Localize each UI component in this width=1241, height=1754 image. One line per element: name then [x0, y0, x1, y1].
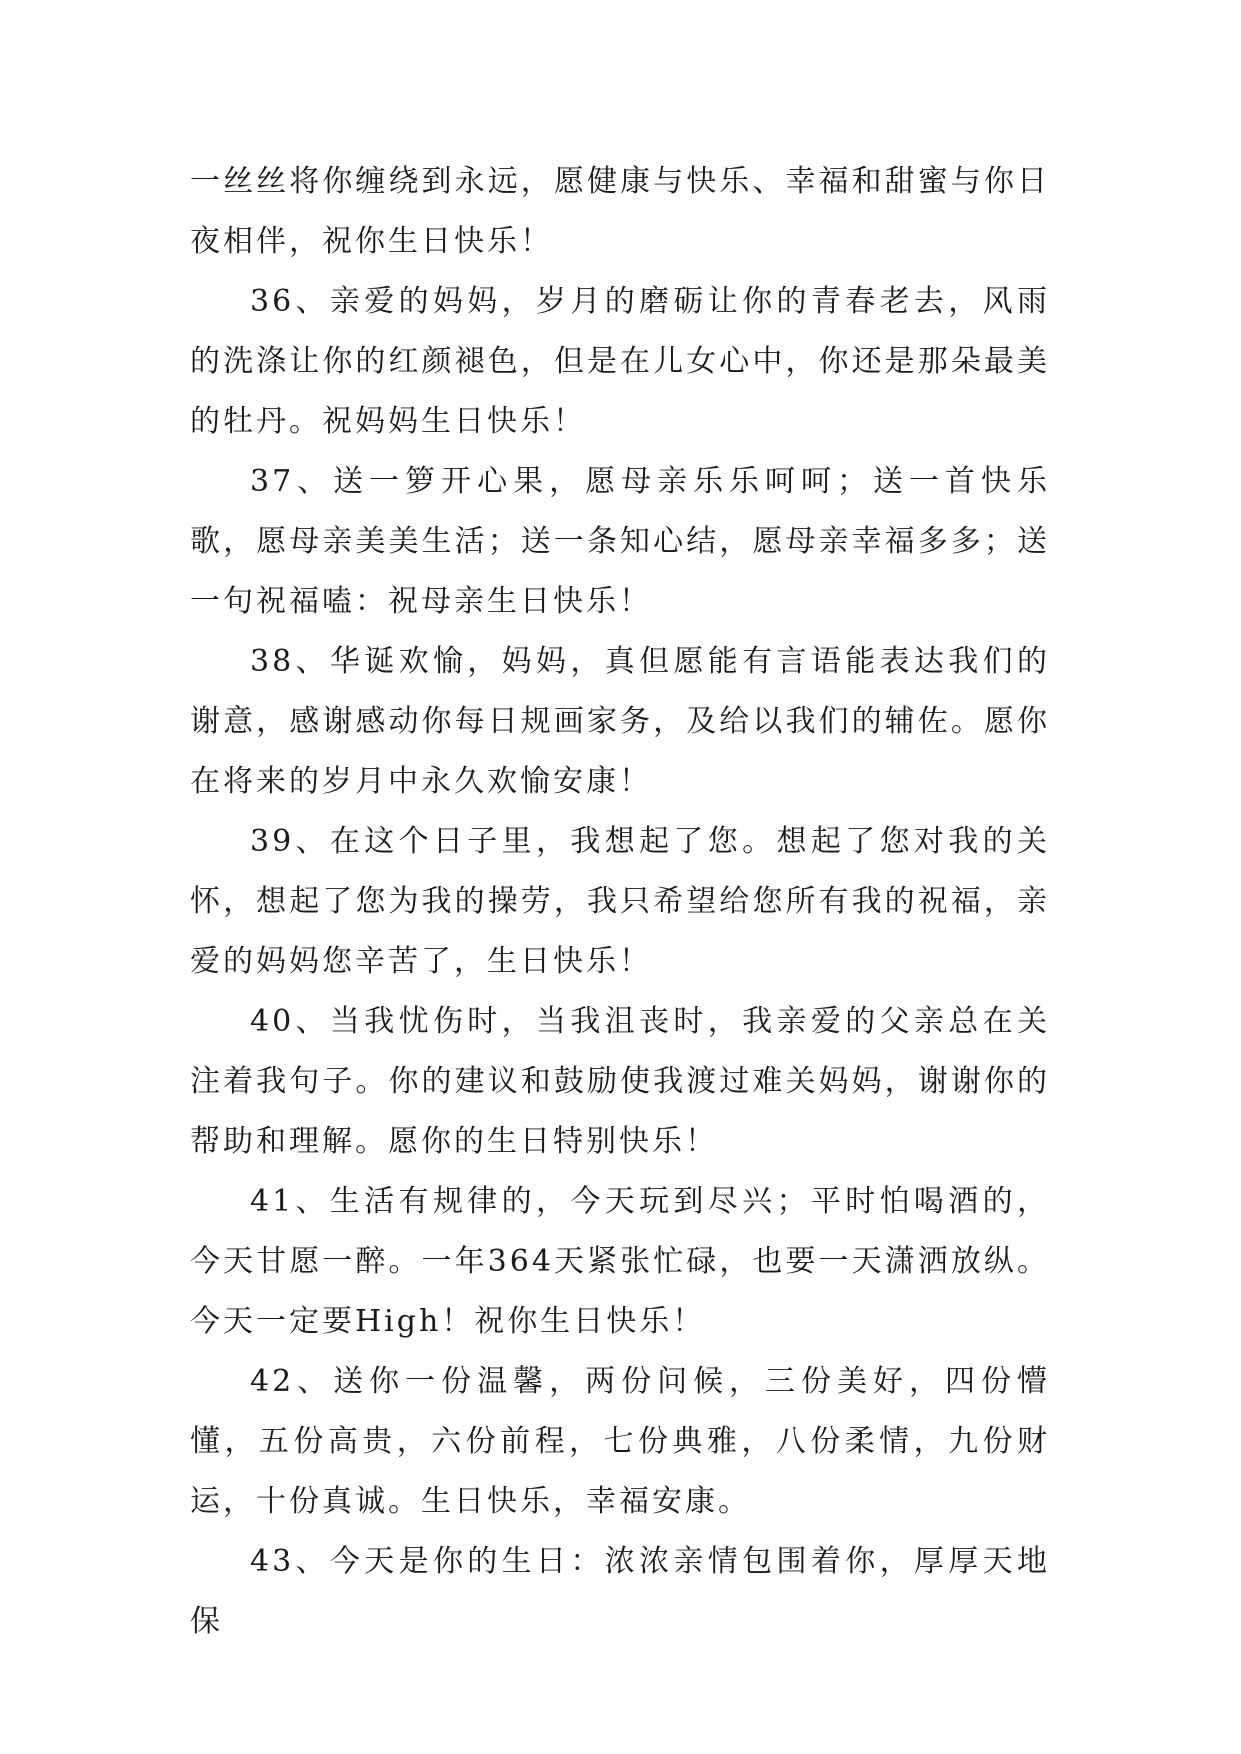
paragraph-43: 43、今天是你的生日：浓浓亲情包围着你，厚厚天地保 — [190, 1544, 1050, 1639]
paragraph-39: 39、在这个日子里，我想起了您。想起了您对我的关怀，想起了您为我的操劳，我只希望给您所有我的祝福，亲爱的妈妈您辛苦了，生日快乐！ — [190, 824, 1050, 979]
paragraph-36: 36、亲爱的妈妈，岁月的磨砺让你的青春老去，风雨的洗涤让你的红颜褪色，但是在儿女心中，你还是那朵最美的牡丹。祝妈妈生日快乐！ — [190, 284, 1050, 439]
paragraph-40: 40、当我忧伤时，当我沮丧时，我亲爱的父亲总在关注着我句子。你的建议和鼓励使我渡过难关妈妈，谢谢你的帮助和理解。愿你的生日特别快乐！ — [190, 1004, 1050, 1159]
paragraph-41: 41、生活有规律的，今天玩到尽兴；平时怕喝酒的，今天甘愿一醉。一年364天紧张忙碌，也要一天潇洒放纵。今天一定要High！祝你生日快乐！ — [190, 1184, 1050, 1339]
paragraph-42: 42、送你一份温馨，两份问候，三份美好，四份懵懂，五份高贵，六份前程，七份典雅，八份柔情，九份财运，十份真诚。生日快乐，幸福安康。 — [190, 1364, 1050, 1519]
paragraph-38: 38、华诞欢愉，妈妈，真但愿能有言语能表达我们的谢意，感谢感动你每日规画家务，及给以我们的辅佐。愿你在将来的岁月中永久欢愉安康！ — [190, 644, 1050, 799]
paragraph-35-continued: 一丝丝将你缠绕到永远，愿健康与快乐、幸福和甜蜜与你日夜相伴，祝你生日快乐！ — [190, 164, 1050, 259]
document-body — [190, 152, 1050, 1652]
paragraph-37: 37、送一箩开心果，愿母亲乐乐呵呵；送一首快乐歌，愿母亲美美生活；送一条知心结，愿母亲幸福多多；送一句祝福嗑：祝母亲生日快乐！ — [190, 464, 1050, 619]
